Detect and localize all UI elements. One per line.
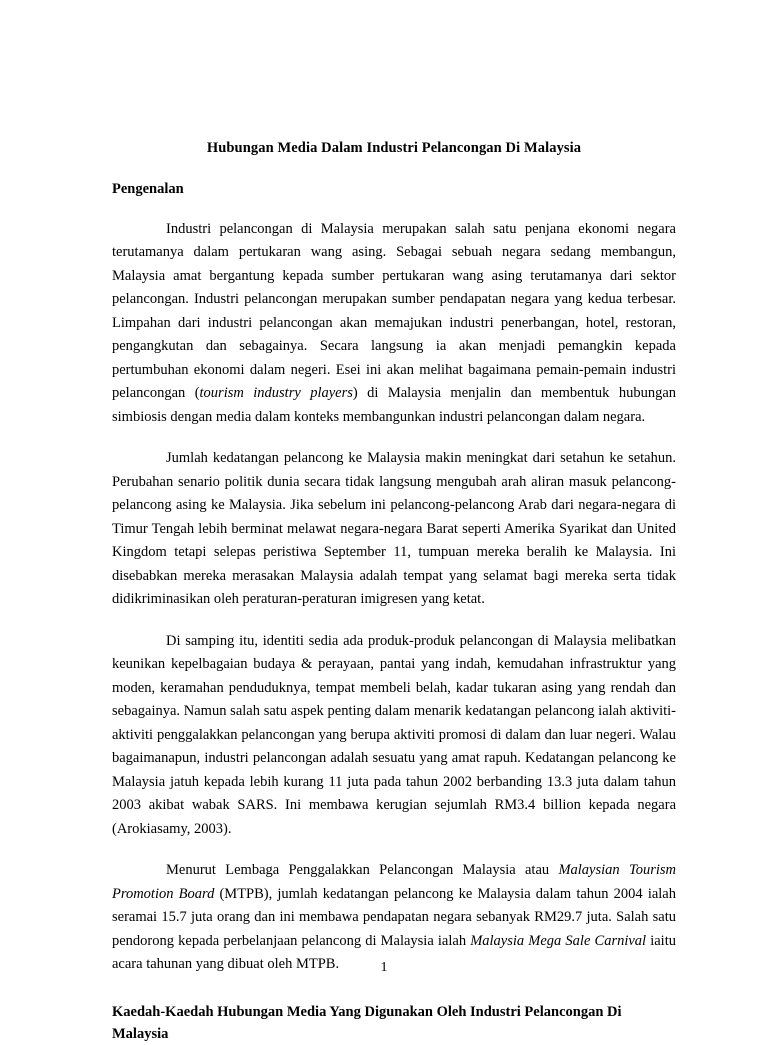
page-number: 1 (380, 960, 388, 975)
page-title: Hubungan Media Dalam Industri Pelancongan Di Malaysia (206, 140, 582, 156)
paragraph-3: Di samping itu, identiti sedia ada produk-produk pelancongan di Malaysia melibatkan keunikan kepelbagaian budaya & perayaan, pantai yang indah, kemudahan infrastruktur yang moden, keramahan penduduknya, tempat membeli belah, kadar tukaran asing yang rendah dan sebagainya. Namun salah satu aspek penting dalam menarik kedatangan pelancong ialah aktiviti-aktiviti penggalakkan pelancongan yang berupa aktiviti promosi di dalam dan luar negeri. Walau bagaimanapun, industri pelancongan adalah sesuatu yang amat rapuh. Kedatangan pelancong ke Malaysia jatuh kepada lebih kurang 11 juta pada tahun 2002 berbanding 13.3 juta dalam tahun 2003 akibat wabak SARS. Ini membawa kerugian sejumlah RM3.4 billion kepada negara (Arokiasamy, 2003). (112, 632, 676, 837)
paragraph-4-part-b: (MTPB), jumlah kedatangan pelancong ke Malaysia dalam tahun 2004 ialah seramai 15.7 juta orang dan ini membawa pendapatan negara sebanyak RM29.7 juta. Salah satu pendorong kepada perbelanjaan pelancong di Malaysia ialah (112, 885, 676, 949)
paragraph-4 (112, 859, 676, 976)
paragraph-1-part-a: Industri pelancongan di Malaysia merupakan salah satu penjana ekonomi negara terutamanya dalam pertukaran wang asing. Sebagai sebuah negara sedang membangun, Malaysia amat bergantung kepada sumber pertukaran wang asing terutamanya dari sektor pelancongan. Industri pelancongan merupakan sumber pendapatan negara yang kedua terbesar. Limpahan dari industri pelancongan akan memajukan industri penerbangan, hotel, restoran, pengangkutan dan sebagainya. Secara langsung ia akan menjadi pemangkin kepada pertumbuhan ekonomi dalam negeri. Esei ini akan melihat bagaimana pemain-pemain industri pelancongan ( (112, 221, 676, 402)
section-heading-kaedah: Kaedah-Kaedah Hubungan Media Yang Digunakan Oleh Industri Pelancongan Di Malaysia (112, 1003, 622, 1042)
paragraph-4-part-a: Menurut Lembaga Penggalakkan Pelancongan Malaysia atau (166, 862, 559, 879)
paragraph-1 (112, 218, 676, 429)
paragraph-1-italic: tourism industry players (199, 385, 353, 402)
paragraph-2: Jumlah kedatangan pelancong ke Malaysia makin meningkat dari setahun ke setahun. Perubahan senario politik dunia secara tidak langsung mengubah arah aliran masuk pelancong-pelancong asing ke Malaysia. Jika sebelum ini pelancong-pelancong Arab dari negara-negara di Timur Tengah lebih berminat melawat negara-negara Barat seperti Amerika Syarikat dan United Kingdom tetapi selepas peristiwa September 11, tumpuan mereka beralih ke Malaysia. Ini disebabkan mereka merasakan Malaysia adalah tempat yang selamat bagi mereka serta tidak didikriminasikan oleh peraturan-peraturan imigresen yang ketat. (112, 450, 676, 608)
paragraph-4-italic-2: Malaysia Mega Sale Carnival (470, 932, 647, 949)
paragraph-4-part-c: iaitu acara tahunan yang dibuat oleh MTPB. (112, 932, 676, 973)
paragraph-1-part-b: ) di Malaysia menjalin dan membentuk hubungan simbiosis dengan media dalam konteks membangunkan industri pelancongan dalam negara. (112, 385, 676, 425)
section-heading-pengenalan: Pengenalan (112, 181, 184, 197)
paragraph-4-italic-1: Malaysian Tourism Promotion Board (112, 862, 676, 902)
